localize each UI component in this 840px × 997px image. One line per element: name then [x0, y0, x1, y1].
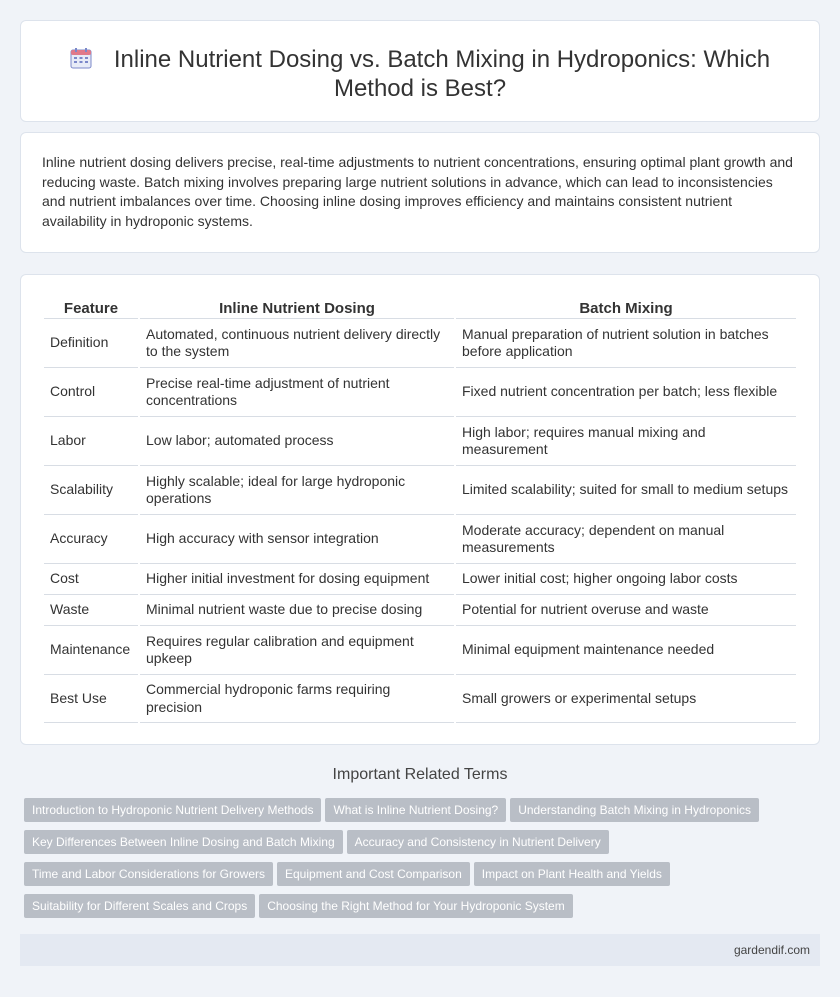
table-row: [44, 416, 796, 465]
related-term-tag[interactable]: Impact on Plant Health and Yields: [474, 862, 670, 886]
tag-row: [24, 798, 784, 830]
feature-cell: Control: [44, 367, 138, 416]
header-feature: Feature: [63, 299, 119, 317]
table-row: [44, 563, 796, 594]
feature-cell: Scalability: [44, 465, 138, 514]
comparison-card: [20, 274, 820, 745]
table-row: [44, 674, 796, 723]
table-row: [44, 367, 796, 416]
inline-cell: Low labor; automated process: [140, 416, 454, 465]
inline-cell: Requires regular calibration and equipment upkeep: [140, 625, 454, 674]
related-term-tag[interactable]: Accuracy and Consistency in Nutrient Delivery: [347, 830, 609, 854]
table-row: [44, 465, 796, 514]
calendar-icon: [70, 47, 92, 69]
related-term-tag[interactable]: Time and Labor Considerations for Growers: [24, 862, 273, 886]
batch-cell: Moderate accuracy; dependent on manual measurements: [456, 514, 796, 563]
title-card: [20, 20, 820, 122]
tag-row: [24, 830, 784, 862]
feature-cell: Maintenance: [44, 625, 138, 674]
page-title-text: Inline Nutrient Dosing vs. Batch Mixing in Hydroponics: Which Method is Best?: [113, 46, 771, 102]
table-row: [44, 318, 796, 367]
related-term-tag[interactable]: Choosing the Right Method for Your Hydroponic System: [259, 894, 573, 918]
batch-cell: Lower initial cost; higher ongoing labor costs: [456, 563, 796, 594]
related-terms-list: [24, 798, 784, 926]
feature-cell: Best Use: [44, 674, 138, 723]
header-batch-mixing: Batch Mixing: [579, 299, 673, 317]
comparison-table: [42, 296, 798, 723]
feature-cell: Labor: [44, 416, 138, 465]
related-terms-heading: Important Related Terms: [332, 766, 508, 783]
feature-cell: Waste: [44, 594, 138, 625]
related-term-tag[interactable]: Suitability for Different Scales and Crops: [24, 894, 255, 918]
tag-row: [24, 894, 784, 926]
table-header-row: [44, 296, 796, 318]
batch-cell: Small growers or experimental setups: [456, 674, 796, 723]
intro-paragraph: Inline nutrient dosing delivers precise, real-time adjustments to nutrient concentrations, ensuring optimal plant growth and reducing waste. Batch mixing involves preparing large nutrient solutions in advance, which can lead to inconsistencies and nutrient imbalances over time. Choosing inline dosing improves efficiency and maintains consistent nutrient availability in hydroponic systems.: [42, 154, 793, 229]
table-row: [44, 514, 796, 563]
header-inline-dosing: Inline Nutrient Dosing: [219, 299, 375, 317]
batch-cell: Limited scalability; suited for small to medium setups: [456, 465, 796, 514]
table-row: [44, 625, 796, 674]
batch-cell: Potential for nutrient overuse and waste: [456, 594, 796, 625]
inline-cell: Higher initial investment for dosing equipment: [140, 563, 454, 594]
feature-cell: Cost: [44, 563, 138, 594]
intro-card: [20, 132, 820, 253]
batch-cell: High labor; requires manual mixing and measurement: [456, 416, 796, 465]
table-row: [44, 594, 796, 625]
inline-cell: High accuracy with sensor integration: [140, 514, 454, 563]
batch-cell: Manual preparation of nutrient solution in batches before application: [456, 318, 796, 367]
inline-cell: Automated, continuous nutrient delivery directly to the system: [140, 318, 454, 367]
related-term-tag[interactable]: Introduction to Hydroponic Nutrient Delivery Methods: [24, 798, 321, 822]
page-title: [21, 45, 819, 103]
feature-cell: Definition: [44, 318, 138, 367]
feature-cell: Accuracy: [44, 514, 138, 563]
inline-cell: Minimal nutrient waste due to precise dosing: [140, 594, 454, 625]
inline-cell: Highly scalable; ideal for large hydroponic operations: [140, 465, 454, 514]
related-term-tag[interactable]: What is Inline Nutrient Dosing?: [325, 798, 506, 822]
footer-site-link[interactable]: gardendif.com: [733, 943, 810, 957]
batch-cell: Minimal equipment maintenance needed: [456, 625, 796, 674]
footer: [20, 934, 820, 966]
tag-row: [24, 862, 784, 894]
related-term-tag[interactable]: Understanding Batch Mixing in Hydroponics: [510, 798, 759, 822]
batch-cell: Fixed nutrient concentration per batch; less flexible: [456, 367, 796, 416]
inline-cell: Commercial hydroponic farms requiring precision: [140, 674, 454, 723]
inline-cell: Precise real-time adjustment of nutrient concentrations: [140, 367, 454, 416]
related-term-tag[interactable]: Key Differences Between Inline Dosing and Batch Mixing: [24, 830, 343, 854]
related-term-tag[interactable]: Equipment and Cost Comparison: [277, 862, 470, 886]
